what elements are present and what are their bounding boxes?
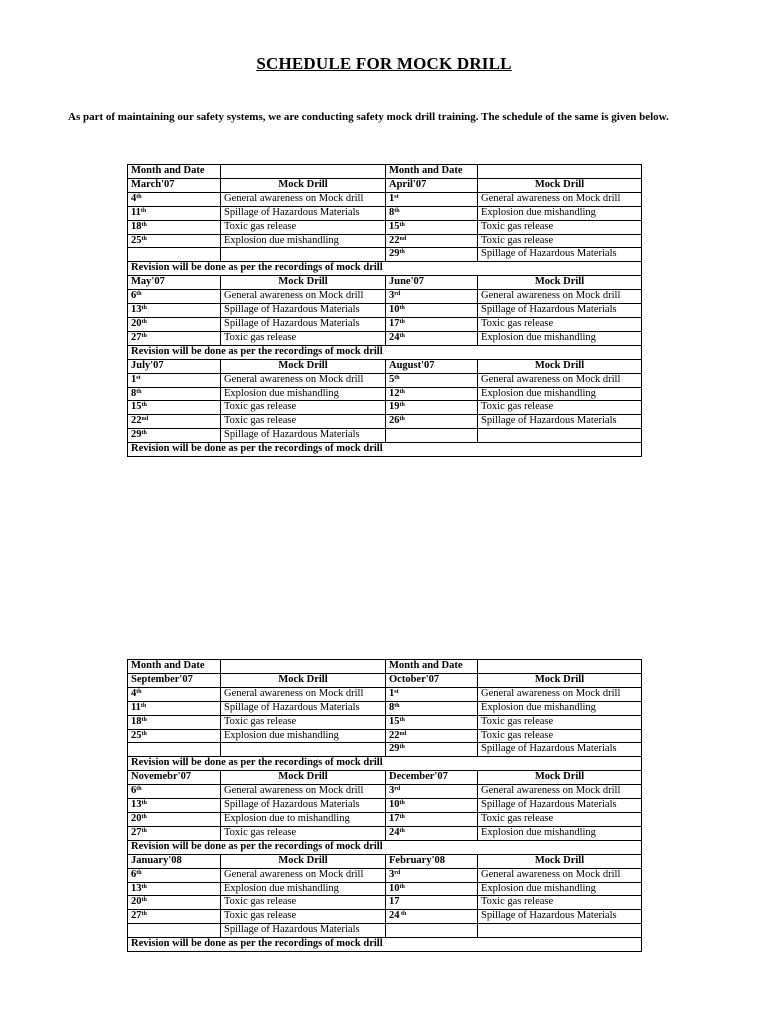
table-row <box>128 248 642 262</box>
empty-cell <box>221 165 386 179</box>
date-suffix: th <box>136 688 142 695</box>
drill-activity-left: General awareness on Mock drill <box>221 373 386 387</box>
date-right <box>386 924 478 938</box>
date-suffix: rd <box>394 869 401 876</box>
date-suffix: th <box>399 402 405 409</box>
drill-activity-left: Spillage of Hazardous Materials <box>221 799 386 813</box>
revision-row <box>128 938 642 952</box>
date-right <box>386 317 478 331</box>
table-row <box>128 304 642 318</box>
date-number: 10 <box>389 882 400 894</box>
date-suffix: th <box>399 332 405 339</box>
drill-activity-left: Toxic gas release <box>221 896 386 910</box>
date-number: 26 <box>389 415 400 427</box>
drill-activity-left: Toxic gas release <box>221 331 386 345</box>
date-suffix: th <box>141 235 147 242</box>
date-right <box>386 192 478 206</box>
month-right: December'07 <box>386 771 478 785</box>
mock-drill-header: Mock Drill <box>221 359 386 373</box>
date-suffix: th <box>141 827 147 834</box>
date-right <box>386 206 478 220</box>
empty-cell <box>478 165 642 179</box>
intro-paragraph: As part of maintaining our safety systems, we are conducting safety mock drill training. The schedule of the same is given below. <box>68 111 669 123</box>
table-row <box>128 882 642 896</box>
date-right <box>386 812 478 826</box>
date-suffix: th <box>394 207 400 214</box>
date-suffix: th <box>136 388 142 395</box>
month-right: October'07 <box>386 673 478 687</box>
date-suffix: th <box>141 730 147 737</box>
table-row <box>128 373 642 387</box>
date-number: 8 <box>389 701 395 713</box>
date-suffix: th <box>399 800 405 807</box>
date-suffix: th <box>136 869 142 876</box>
date-left <box>128 785 221 799</box>
date-suffix: th <box>399 827 405 834</box>
date-suffix: th <box>399 813 405 820</box>
date-number: 4 <box>131 687 137 699</box>
table-row <box>128 910 642 924</box>
page-title: SCHEDULE FOR MOCK DRILL <box>256 54 512 73</box>
date-right <box>386 896 478 910</box>
month-and-date-label: Month and Date <box>128 660 221 674</box>
month-left: January'08 <box>128 854 221 868</box>
drill-activity-right: Explosion due mishandling <box>478 701 642 715</box>
date-suffix: th <box>399 221 405 228</box>
table-row <box>128 896 642 910</box>
date-suffix: rd <box>394 786 401 793</box>
drill-activity-left: Explosion due mishandling <box>221 234 386 248</box>
table-row <box>128 206 642 220</box>
drill-activity-right: Toxic gas release <box>478 896 642 910</box>
revision-row <box>128 262 642 276</box>
date-number: 24 <box>389 331 400 343</box>
date-right <box>386 826 478 840</box>
table-row <box>128 220 642 234</box>
date-number: 4 <box>131 192 137 204</box>
date-suffix: th <box>141 430 147 437</box>
date-number: 25 <box>131 234 142 246</box>
date-left <box>128 799 221 813</box>
date-number: 6 <box>131 290 137 302</box>
drill-activity-right <box>478 429 642 443</box>
date-right <box>386 799 478 813</box>
date-right <box>386 729 478 743</box>
date-number: 3 <box>389 290 395 302</box>
month-and-date-label: Month and Date <box>128 165 221 179</box>
date-left <box>128 331 221 345</box>
date-number: 13 <box>131 799 142 811</box>
date-suffix: rd <box>394 291 401 298</box>
date-left <box>128 192 221 206</box>
date-right <box>386 868 478 882</box>
table-row <box>128 331 642 345</box>
table-row <box>128 687 642 701</box>
date-number: 15 <box>389 220 400 232</box>
date-suffix: th <box>399 318 405 325</box>
month-row <box>128 673 642 687</box>
date-number: 1 <box>389 192 395 204</box>
date-left <box>128 715 221 729</box>
date-suffix: th <box>140 702 147 709</box>
table-row <box>128 729 642 743</box>
date-left <box>128 729 221 743</box>
drill-activity-right: Toxic gas release <box>478 220 642 234</box>
drill-activity-right: Explosion due mishandling <box>478 387 642 401</box>
mock-drill-header: Mock Drill <box>221 673 386 687</box>
table-row <box>128 415 642 429</box>
date-number: 27 <box>131 826 142 838</box>
date-suffix: th <box>136 193 142 200</box>
date-right <box>386 387 478 401</box>
date-right <box>386 373 478 387</box>
date-number: 20 <box>131 317 142 329</box>
date-suffix: th <box>399 388 405 395</box>
date-suffix: st <box>394 193 399 200</box>
date-number: 1 <box>389 687 395 699</box>
date-number: 17 <box>389 812 400 824</box>
date-left <box>128 206 221 220</box>
month-row <box>128 854 642 868</box>
drill-activity-right: Spillage of Hazardous Materials <box>478 743 642 757</box>
drill-activity-right: Spillage of Hazardous Materials <box>478 799 642 813</box>
drill-activity-left <box>221 248 386 262</box>
mock-drill-header: Mock Drill <box>221 276 386 290</box>
date-left <box>128 373 221 387</box>
revision-note: Revision will be done as per the recordings of mock drill <box>128 840 642 854</box>
date-suffix: th <box>141 402 147 409</box>
date-right <box>386 701 478 715</box>
date-left <box>128 387 221 401</box>
month-left: March'07 <box>128 178 221 192</box>
table-row <box>128 785 642 799</box>
drill-activity-right: Toxic gas release <box>478 401 642 415</box>
month-left: September'07 <box>128 673 221 687</box>
date-left <box>128 687 221 701</box>
date-number: 29 <box>389 743 400 755</box>
drill-activity-left: Explosion due mishandling <box>221 387 386 401</box>
schedule-table-2 <box>127 659 642 952</box>
date-number: 1 <box>131 373 137 385</box>
revision-note: Revision will be done as per the recordings of mock drill <box>128 757 642 771</box>
drill-activity-left: General awareness on Mock drill <box>221 785 386 799</box>
date-right <box>386 234 478 248</box>
month-right: August'07 <box>386 359 478 373</box>
mock-drill-header: Mock Drill <box>478 771 642 785</box>
date-number: 18 <box>131 715 142 727</box>
date-suffix: th <box>141 318 147 325</box>
drill-activity-left: Spillage of Hazardous Materials <box>221 317 386 331</box>
drill-activity-left: General awareness on Mock drill <box>221 290 386 304</box>
header-row <box>128 660 642 674</box>
date-left <box>128 304 221 318</box>
drill-activity-left: Toxic gas release <box>221 910 386 924</box>
month-row <box>128 178 642 192</box>
month-left: July'07 <box>128 359 221 373</box>
month-and-date-label: Month and Date <box>386 660 478 674</box>
date-suffix: th <box>141 897 147 904</box>
drill-activity-right: Explosion due mishandling <box>478 331 642 345</box>
date-left <box>128 317 221 331</box>
revision-row <box>128 840 642 854</box>
date-suffix: th <box>140 207 147 214</box>
drill-activity-right: General awareness on Mock drill <box>478 687 642 701</box>
table-row <box>128 317 642 331</box>
table-row <box>128 799 642 813</box>
date-suffix: th <box>399 716 405 723</box>
date-right <box>386 882 478 896</box>
date-left <box>128 868 221 882</box>
date-suffix: th <box>141 813 147 820</box>
month-row <box>128 276 642 290</box>
date-number: 17 <box>389 317 400 329</box>
revision-note: Revision will be done as per the recordings of mock drill <box>128 938 642 952</box>
drill-activity-left: General awareness on Mock drill <box>221 868 386 882</box>
date-suffix: th <box>141 883 147 890</box>
date-left <box>128 896 221 910</box>
drill-activity-left: Toxic gas release <box>221 220 386 234</box>
drill-activity-left: Toxic gas release <box>221 826 386 840</box>
table-row <box>128 812 642 826</box>
date-suffix: th <box>399 416 405 423</box>
date-suffix: th <box>141 221 147 228</box>
drill-activity-right: Explosion due mishandling <box>478 826 642 840</box>
date-left <box>128 812 221 826</box>
date-number: 5 <box>389 373 395 385</box>
date-number: 11 <box>131 701 141 713</box>
drill-activity-left: Toxic gas release <box>221 401 386 415</box>
date-right <box>386 220 478 234</box>
date-right <box>386 331 478 345</box>
date-suffix: th <box>394 374 400 381</box>
date-number: 19 <box>389 401 400 413</box>
drill-activity-right <box>478 924 642 938</box>
date-number: 20 <box>131 812 142 824</box>
date-number: 24 <box>389 910 400 922</box>
date-number: 6 <box>131 785 137 797</box>
date-suffix: nd <box>399 235 407 242</box>
mock-drill-header: Mock Drill <box>478 673 642 687</box>
date-left <box>128 882 221 896</box>
date-number: 8 <box>131 387 137 399</box>
date-left <box>128 910 221 924</box>
drill-activity-right: Toxic gas release <box>478 317 642 331</box>
date-left <box>128 429 221 443</box>
date-number: 25 <box>131 729 142 741</box>
date-right <box>386 910 478 924</box>
date-number: 12 <box>389 387 400 399</box>
drill-activity-left: Spillage of Hazardous Materials <box>221 701 386 715</box>
date-number: 20 <box>131 896 142 908</box>
drill-activity-left: Spillage of Hazardous Materials <box>221 206 386 220</box>
empty-cell <box>478 660 642 674</box>
table-row <box>128 701 642 715</box>
date-right <box>386 290 478 304</box>
mock-drill-header: Mock Drill <box>221 854 386 868</box>
date-left <box>128 743 221 757</box>
date-number: 22 <box>389 729 400 741</box>
drill-activity-right: General awareness on Mock drill <box>478 290 642 304</box>
month-right: June'07 <box>386 276 478 290</box>
table-row <box>128 715 642 729</box>
drill-activity-left: Explosion due to mishandling <box>221 812 386 826</box>
drill-activity-left: Toxic gas release <box>221 715 386 729</box>
month-right: April'07 <box>386 178 478 192</box>
date-left <box>128 401 221 415</box>
mock-drill-header: Mock Drill <box>478 359 642 373</box>
table-row <box>128 924 642 938</box>
drill-activity-right: Explosion due mishandling <box>478 206 642 220</box>
date-number: 18 <box>131 220 142 232</box>
date-right <box>386 687 478 701</box>
date-number: 6 <box>131 868 137 880</box>
date-suffix: th <box>136 291 142 298</box>
date-suffix: th <box>141 716 147 723</box>
table-row <box>128 743 642 757</box>
date-number: 13 <box>131 882 142 894</box>
drill-activity-right: Spillage of Hazardous Materials <box>478 415 642 429</box>
month-and-date-label: Month and Date <box>386 165 478 179</box>
month-row <box>128 771 642 785</box>
drill-activity-right: General awareness on Mock drill <box>478 192 642 206</box>
table-row <box>128 429 642 443</box>
table-row <box>128 234 642 248</box>
table-row <box>128 868 642 882</box>
table-row <box>128 290 642 304</box>
date-suffix: th <box>399 249 405 256</box>
date-left <box>128 415 221 429</box>
drill-activity-right: Toxic gas release <box>478 234 642 248</box>
date-number: 3 <box>389 785 395 797</box>
month-row <box>128 359 642 373</box>
date-suffix: th <box>141 305 147 312</box>
date-number: 10 <box>389 799 400 811</box>
table-row <box>128 192 642 206</box>
drill-activity-left: General awareness on Mock drill <box>221 192 386 206</box>
date-number: 11 <box>131 206 141 218</box>
drill-activity-right: Spillage of Hazardous Materials <box>478 248 642 262</box>
drill-activity-right: Toxic gas release <box>478 812 642 826</box>
date-right <box>386 401 478 415</box>
date-suffix: th <box>136 786 142 793</box>
revision-note: Revision will be done as per the recordings of mock drill <box>128 443 642 457</box>
drill-activity-left <box>221 743 386 757</box>
month-left: Novemebr'07 <box>128 771 221 785</box>
drill-activity-right: Toxic gas release <box>478 729 642 743</box>
date-number: 27 <box>131 331 142 343</box>
date-right <box>386 304 478 318</box>
date-suffix: st <box>136 374 141 381</box>
revision-row <box>128 443 642 457</box>
table-row <box>128 826 642 840</box>
drill-activity-right: Spillage of Hazardous Materials <box>478 910 642 924</box>
date-number: 29 <box>389 248 400 260</box>
date-number: 24 <box>389 826 400 838</box>
drill-activity-left: Spillage of Hazardous Materials <box>221 429 386 443</box>
drill-activity-left: Spillage of Hazardous Materials <box>221 304 386 318</box>
drill-activity-right: General awareness on Mock drill <box>478 868 642 882</box>
date-suffix: th <box>141 911 147 918</box>
date-suffix: nd <box>141 416 149 423</box>
drill-activity-right: General awareness on Mock drill <box>478 785 642 799</box>
date-suffix: th <box>399 883 405 890</box>
date-number: 29 <box>131 429 142 441</box>
drill-activity-left: Explosion due mishandling <box>221 729 386 743</box>
date-right <box>386 248 478 262</box>
revision-row <box>128 757 642 771</box>
date-suffix: nd <box>399 730 407 737</box>
revision-note: Revision will be done as per the recordings of mock drill <box>128 345 642 359</box>
date-left <box>128 290 221 304</box>
mock-drill-header: Mock Drill <box>478 854 642 868</box>
date-number: 15 <box>389 715 400 727</box>
date-suffix: th <box>141 800 147 807</box>
drill-activity-left: Spillage of Hazardous Materials <box>221 924 386 938</box>
date-number: 22 <box>389 234 400 246</box>
drill-activity-left: General awareness on Mock drill <box>221 687 386 701</box>
month-left: May'07 <box>128 276 221 290</box>
date-right <box>386 415 478 429</box>
month-right: February'08 <box>386 854 478 868</box>
date-number: 22 <box>131 415 142 427</box>
date-left <box>128 701 221 715</box>
drill-activity-left: Toxic gas release <box>221 415 386 429</box>
date-suffix: th <box>399 911 407 918</box>
date-number: 8 <box>389 206 395 218</box>
date-left <box>128 220 221 234</box>
date-number: 13 <box>131 304 142 316</box>
date-number: 15 <box>131 401 142 413</box>
revision-note: Revision will be done as per the recordings of mock drill <box>128 262 642 276</box>
date-left <box>128 248 221 262</box>
drill-activity-left: Explosion due mishandling <box>221 882 386 896</box>
date-right <box>386 743 478 757</box>
revision-row <box>128 345 642 359</box>
date-number: 17 <box>389 896 400 908</box>
table-row <box>128 401 642 415</box>
mock-drill-header: Mock Drill <box>221 178 386 192</box>
drill-activity-right: Toxic gas release <box>478 715 642 729</box>
date-right <box>386 785 478 799</box>
date-right <box>386 715 478 729</box>
date-suffix: th <box>394 702 400 709</box>
mock-drill-header: Mock Drill <box>221 771 386 785</box>
header-row <box>128 165 642 179</box>
drill-activity-right: General awareness on Mock drill <box>478 373 642 387</box>
mock-drill-header: Mock Drill <box>478 276 642 290</box>
date-suffix: th <box>399 305 405 312</box>
date-number: 27 <box>131 910 142 922</box>
date-suffix: th <box>399 744 405 751</box>
date-suffix: st <box>394 688 399 695</box>
schedule-table-1 <box>127 164 642 457</box>
date-left <box>128 924 221 938</box>
date-right <box>386 429 478 443</box>
drill-activity-right: Explosion due mishandling <box>478 882 642 896</box>
empty-cell <box>221 660 386 674</box>
date-suffix: th <box>141 332 147 339</box>
drill-activity-right: Spillage of Hazardous Materials <box>478 304 642 318</box>
table-row <box>128 387 642 401</box>
date-left <box>128 826 221 840</box>
mock-drill-header: Mock Drill <box>478 178 642 192</box>
date-number: 10 <box>389 304 400 316</box>
date-number: 3 <box>389 868 395 880</box>
date-left <box>128 234 221 248</box>
